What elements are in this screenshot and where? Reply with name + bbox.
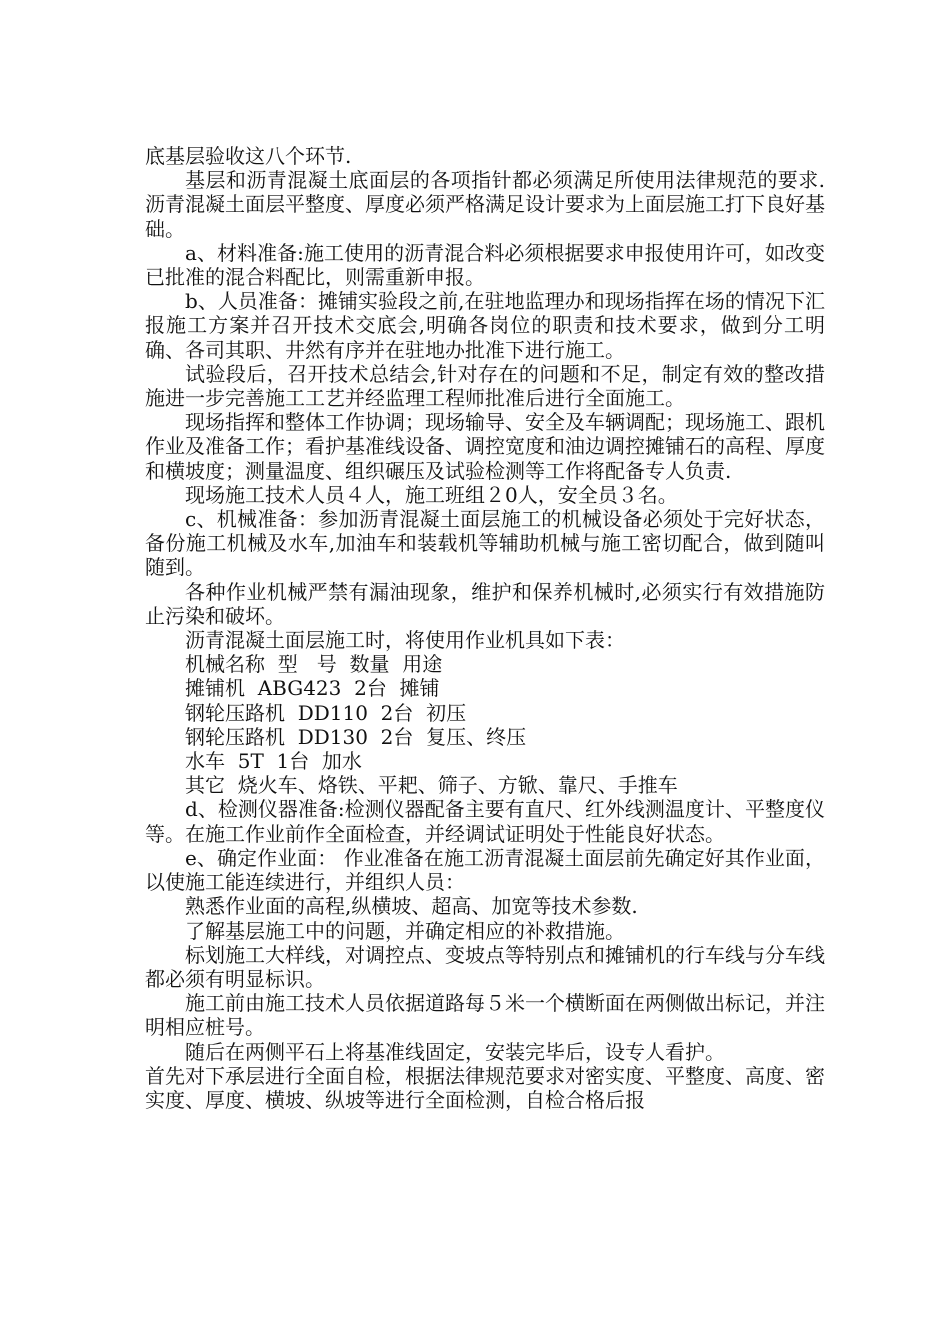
table-row: 摊铺机 ABG423 2台 摊铺 (185, 676, 440, 701)
paragraph: 首先对下承层进行全面自检，根据法律规范要求对密实度、平整度、高度、密实度、厚度、横坡、纵坡等进行全面检测，自检合格后报 (145, 1063, 825, 1112)
paragraph: 现场指挥和整体工作协调；现场输导、安全及车辆调配；现场施工、跟机作业及准备工作；看护基准线设备、调控宽度和油边调控摊铺石的高程、厚度和横坡度；测量温度、组织碾压及试验检测等工作将配备专人负责. (145, 410, 825, 483)
paragraph: 底基层验收这八个环节. (145, 144, 352, 168)
paragraph: c、机械准备：参加沥青混凝土面层施工的机械设备必须处于完好状态，备份施工机械及水车,加油车和装载机等辅助机械与施工密切配合，做到随叫随到。 (145, 507, 825, 580)
paragraph: 基层和沥青混凝土底面层的各项指针都必须满足所使用法律规范的要求.沥青混凝土面层平整度、厚度必须严格满足设计要求为上面层施工打下良好基础。 (145, 168, 825, 241)
table-row: 其它 烧火车、烙铁、平耙、筛子、方锨、靠尺、手推车 (185, 773, 678, 798)
paragraph: 标划施工大样线，对调控点、变坡点等特别点和摊铺机的行车线与分车线都必须有明显标识。 (145, 942, 825, 991)
document-page (145, 144, 825, 1112)
paragraph: b、人员准备：摊铺实验段之前,在驻地监理办和现场指挥在场的情况下汇报施工方案并召开技术交底会,明确各岗位的职责和技术要求，做到分工明确、各司其职、井然有序并在驻地办批准下进行施工。 (145, 289, 825, 362)
paragraph: 现场施工技术人员４人，施工班组２0人，安全员３名。 (185, 482, 678, 507)
table-header-row: 机械名称 型 号 数量 用途 (185, 652, 443, 677)
paragraph: 各种作业机械严禁有漏油现象，维护和保养机械时,必须实行有效措施防止污染和破坏。 (145, 579, 825, 628)
paragraph: a、材料准备:施工使用的沥青混合料必须根据要求申报使用许可，如改变已批准的混合料配比，则需重新申报。 (145, 240, 825, 290)
paragraph: 沥青混凝土面层施工时，将使用作业机具如下表： (185, 628, 625, 653)
paragraph: 随后在两侧平石上将基准线固定，安装完毕后，设专人看护。 (185, 1039, 725, 1064)
paragraph: 熟悉作业面的高程,纵横坡、超高、加宽等技术参数. (185, 894, 638, 919)
table-row: 水车 5T 1台 加水 (185, 749, 362, 774)
table-row: 钢轮压路机 DD130 2台 复压、终压 (185, 724, 527, 749)
paragraph: d、检测仪器准备:检测仪器配备主要有直尺、红外线测温度计、平整度仪等。在施工作业前作全面检查，并经调试证明处于性能良好状态。 (145, 797, 825, 846)
paragraph: 了解基层施工中的问题，并确定相应的补救措施。 (185, 918, 625, 943)
paragraph: 试验段后，召开技术总结会,针对存在的问题和不足，制定有效的整改措施进一步完善施工工艺并经监理工程师批准后进行全面施工。 (145, 361, 825, 411)
paragraph: 施工前由施工技术人员依据道路每５米一个横断面在两侧做出标记，并注明相应桩号。 (145, 991, 825, 1040)
equipment-table (145, 652, 825, 797)
paragraph: e、确定作业面： 作业准备在施工沥青混凝土面层前先确定好其作业面，以使施工能连续进行，并组织人员： (145, 845, 825, 895)
table-row: 钢轮压路机 DD110 2台 初压 (185, 700, 467, 725)
